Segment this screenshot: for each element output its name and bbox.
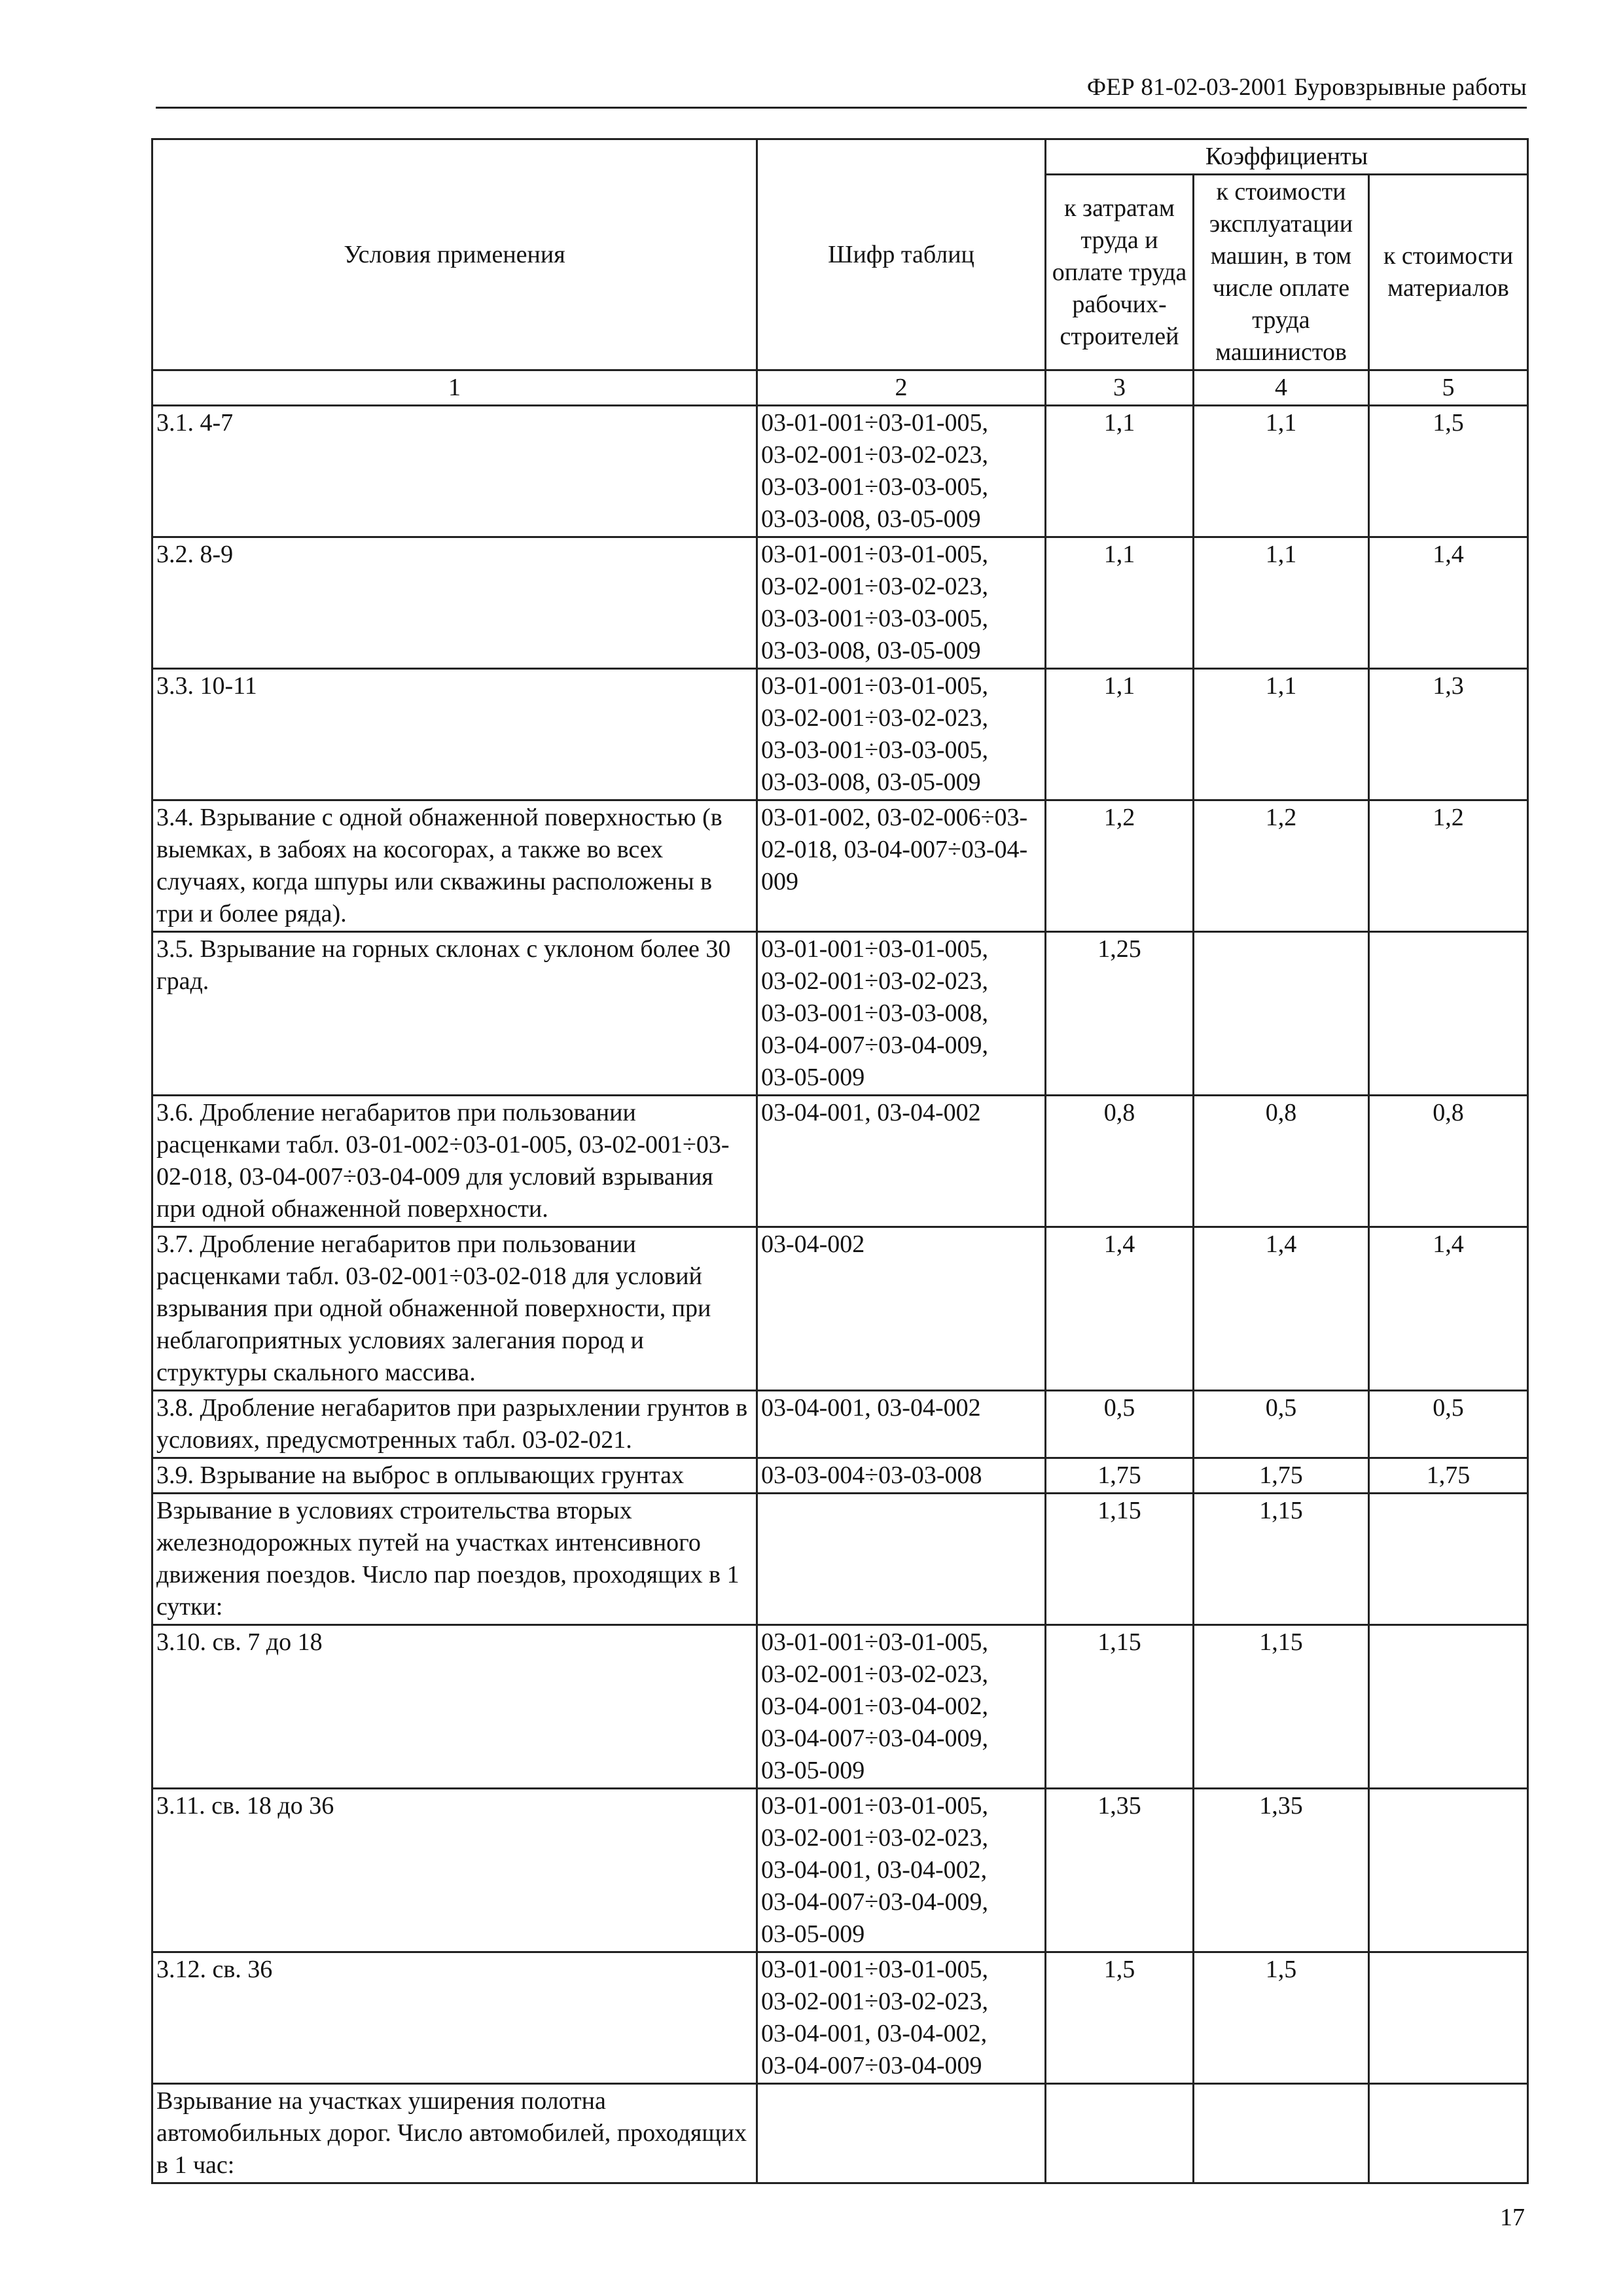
header-rule [156, 107, 1527, 109]
page-number: 17 [1500, 2204, 1525, 2231]
column-number: 4 [1194, 370, 1369, 406]
table-row [152, 1227, 1528, 1391]
labor-coefficient-cell: 1,5 [1046, 1952, 1194, 2084]
materials-coefficient-cell [1369, 1625, 1528, 1789]
cipher-cell: 03-01-001÷03-01-005, 03-02-001÷03-02-023, 03-03-001÷03-03-005, 03-03-008, 03-05-009 [757, 537, 1046, 669]
labor-coefficient-cell: 1,4 [1046, 1227, 1194, 1391]
cipher-cell: 03-01-001÷03-01-005, 03-02-001÷03-02-023, 03-04-001, 03-04-002, 03-04-007÷03-04-009 [757, 1952, 1046, 2084]
table-row [152, 1096, 1528, 1227]
cipher-cell [757, 1494, 1046, 1625]
table-row [152, 932, 1528, 1096]
running-header: ФЕР 81-02-03-2001 Буровзрывные работы [1086, 74, 1527, 101]
condition-cell: 3.7. Дробление негабаритов при пользовании расценками табл. 03-02-001÷03-02-018 для условий взрывания при одной обнаженной поверхности, при неблагоприятных условиях залегания пород и структуры скального массива. [152, 1227, 757, 1391]
materials-coefficient-cell [1369, 1952, 1528, 2084]
materials-coefficient-cell: 1,4 [1369, 537, 1528, 669]
materials-coefficient-cell [1369, 1789, 1528, 1952]
condition-cell: 3.1. 4-7 [152, 406, 757, 537]
coefficients-table [151, 138, 1529, 2184]
materials-coefficient-cell: 1,2 [1369, 800, 1528, 932]
machines-coefficient-cell: 0,8 [1194, 1096, 1369, 1227]
condition-cell: 3.4. Взрывание с одной обнаженной поверхностью (в выемках, в забоях на косогорах, а также во всех случаях, когда шпуры или скважины расположены в три и более ряда). [152, 800, 757, 932]
machines-coefficient-cell: 1,15 [1194, 1625, 1369, 1789]
labor-coefficient-cell: 1,1 [1046, 669, 1194, 800]
table-row [152, 1789, 1528, 1952]
machines-coefficient-cell [1194, 932, 1369, 1096]
machines-coefficient-cell: 0,5 [1194, 1391, 1369, 1458]
materials-coefficient-cell [1369, 2084, 1528, 2183]
condition-cell: 3.10. св. 7 до 18 [152, 1625, 757, 1789]
materials-coefficient-cell [1369, 1494, 1528, 1625]
materials-coefficient-cell: 1,4 [1369, 1227, 1528, 1391]
table-row [152, 1494, 1528, 1625]
column-number: 5 [1369, 370, 1528, 406]
labor-coefficient-cell: 1,35 [1046, 1789, 1194, 1952]
labor-coefficient-cell: 0,5 [1046, 1391, 1194, 1458]
condition-cell: 3.6. Дробление негабаритов при пользовании расценками табл. 03-01-002÷03-01-005, 03-02-001÷03-02-018, 03-04-007÷03-04-009 для условий взрывания при одной обнаженной поверхности. [152, 1096, 757, 1227]
column-number: 1 [152, 370, 757, 406]
column-number-row [152, 370, 1528, 406]
table-row [152, 406, 1528, 537]
labor-coefficient-cell: 1,15 [1046, 1494, 1194, 1625]
machines-coefficient-cell: 1,5 [1194, 1952, 1369, 2084]
condition-cell: Взрывание на участках уширения полотна автомобильных дорог. Число автомобилей, проходящих в 1 час: [152, 2084, 757, 2183]
cipher-cell: 03-01-002, 03-02-006÷03-02-018, 03-04-007÷03-04-009 [757, 800, 1046, 932]
materials-coefficient-cell: 1,5 [1369, 406, 1528, 537]
materials-coefficient-cell: 0,5 [1369, 1391, 1528, 1458]
cipher-cell: 03-01-001÷03-01-005, 03-02-001÷03-02-023, 03-03-001÷03-03-005, 03-03-008, 03-05-009 [757, 669, 1046, 800]
table-row [152, 800, 1528, 932]
labor-coefficient-cell [1046, 2084, 1194, 2183]
labor-coefficient-cell: 1,75 [1046, 1458, 1194, 1494]
condition-cell: 3.8. Дробление негабаритов при разрыхлении грунтов в условиях, предусмотренных табл. 03-02-021. [152, 1391, 757, 1458]
condition-cell: 3.3. 10-11 [152, 669, 757, 800]
cipher-cell: 03-04-001, 03-04-002 [757, 1096, 1046, 1227]
machines-coefficient-cell: 1,35 [1194, 1789, 1369, 1952]
materials-coefficient-cell: 1,75 [1369, 1458, 1528, 1494]
machines-coefficient-cell: 1,1 [1194, 537, 1369, 669]
condition-cell: 3.5. Взрывание на горных склонах с уклоном более 30 град. [152, 932, 757, 1096]
table-row [152, 2084, 1528, 2183]
machines-coefficient-cell: 1,2 [1194, 800, 1369, 932]
machines-coefficient-cell: 1,75 [1194, 1458, 1369, 1494]
header-materials: к стоимости материалов [1369, 175, 1528, 370]
cipher-cell: 03-01-001÷03-01-005, 03-02-001÷03-02-023, 03-03-001÷03-03-005, 03-03-008, 03-05-009 [757, 406, 1046, 537]
machines-coefficient-cell [1194, 2084, 1369, 2183]
machines-coefficient-cell: 1,15 [1194, 1494, 1369, 1625]
materials-coefficient-cell: 1,3 [1369, 669, 1528, 800]
column-number: 2 [757, 370, 1046, 406]
header-conditions: Условия применения [152, 139, 757, 370]
condition-cell: 3.2. 8-9 [152, 537, 757, 669]
cipher-cell: 03-01-001÷03-01-005, 03-02-001÷03-02-023, 03-03-001÷03-03-008, 03-04-007÷03-04-009, 03-05-009 [757, 932, 1046, 1096]
materials-coefficient-cell: 0,8 [1369, 1096, 1528, 1227]
materials-coefficient-cell [1369, 932, 1528, 1096]
labor-coefficient-cell: 0,8 [1046, 1096, 1194, 1227]
cipher-cell: 03-01-001÷03-01-005, 03-02-001÷03-02-023, 03-04-001÷03-04-002, 03-04-007÷03-04-009, 03-05-009 [757, 1625, 1046, 1789]
labor-coefficient-cell: 1,1 [1046, 537, 1194, 669]
header-coefficients: Коэффициенты [1046, 139, 1528, 175]
table-row [152, 669, 1528, 800]
condition-cell: Взрывание в условиях строительства вторых железнодорожных путей на участках интенсивного движения поездов. Число пар поездов, проходящих в 1 сутки: [152, 1494, 757, 1625]
table-row [152, 537, 1528, 669]
table-row [152, 1458, 1528, 1494]
cipher-cell: 03-03-004÷03-03-008 [757, 1458, 1046, 1494]
condition-cell: 3.12. св. 36 [152, 1952, 757, 2084]
labor-coefficient-cell: 1,1 [1046, 406, 1194, 537]
table-row [152, 1391, 1528, 1458]
cipher-cell [757, 2084, 1046, 2183]
table-row [152, 1625, 1528, 1789]
table-body [152, 406, 1528, 2183]
cipher-cell: 03-04-001, 03-04-002 [757, 1391, 1046, 1458]
machines-coefficient-cell: 1,1 [1194, 406, 1369, 537]
column-number: 3 [1046, 370, 1194, 406]
machines-coefficient-cell: 1,4 [1194, 1227, 1369, 1391]
header-labor: к затратам труда и оплате труда рабочих-строителей [1046, 175, 1194, 370]
labor-coefficient-cell: 1,25 [1046, 932, 1194, 1096]
condition-cell: 3.9. Взрывание на выброс в оплывающих грунтах [152, 1458, 757, 1494]
machines-coefficient-cell: 1,1 [1194, 669, 1369, 800]
cipher-cell: 03-04-002 [757, 1227, 1046, 1391]
header-cipher: Шифр таблиц [757, 139, 1046, 370]
cipher-cell: 03-01-001÷03-01-005, 03-02-001÷03-02-023, 03-04-001, 03-04-002, 03-04-007÷03-04-009, 03-05-009 [757, 1789, 1046, 1952]
labor-coefficient-cell: 1,2 [1046, 800, 1194, 932]
table-row [152, 1952, 1528, 2084]
header-machines: к стоимости эксплуатации машин, в том числе оплате труда машинистов [1194, 175, 1369, 370]
condition-cell: 3.11. св. 18 до 36 [152, 1789, 757, 1952]
labor-coefficient-cell: 1,15 [1046, 1625, 1194, 1789]
